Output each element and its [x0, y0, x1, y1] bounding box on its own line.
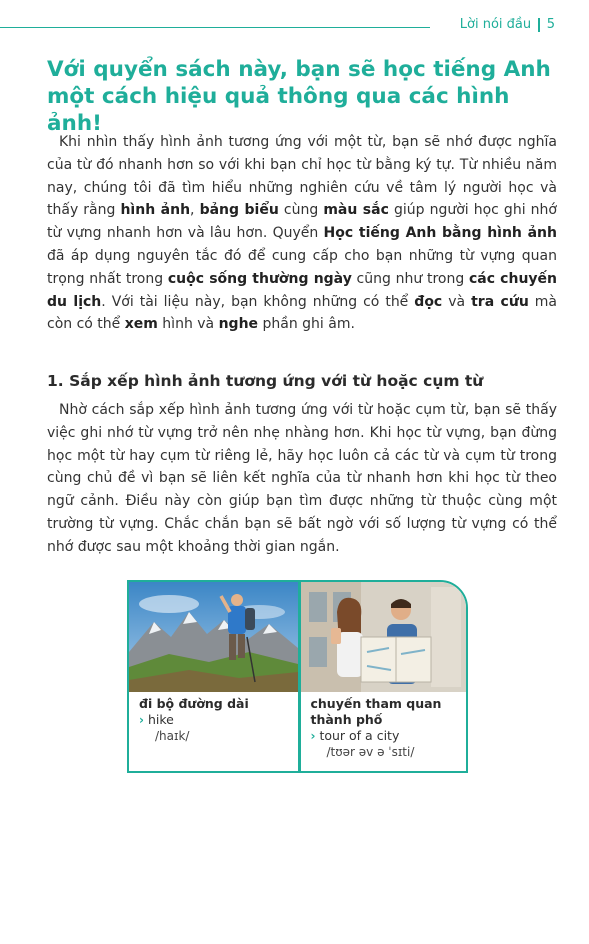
- intro-emphasis: hình ảnh: [120, 202, 191, 219]
- running-header: [460, 17, 555, 32]
- intro-emphasis: các chuyến du lịch: [47, 270, 558, 310]
- section-heading: 1. Sắp xếp hình ảnh tương ứng với từ hoặc cụm từ: [47, 372, 484, 390]
- vocab-english: hike: [147, 712, 174, 727]
- intro-text: Khi nhìn thấy hình ảnh tương ứng với một từ, bạn sẽ nhớ được nghĩa của từ đó nhanh hơn so với khi bạn chỉ học từ bằng ký tự. Từ nhiều năm nay, chúng tôi đã tìm hiểu những nghiên cứu về tâm lý người học và thấy rằng: [47, 134, 557, 219]
- example-vocab-card: [127, 580, 468, 773]
- vocab-ipa: /tʊər əv ə ˈsɪti/: [326, 745, 415, 759]
- section-name: Lời nói đầu: [459, 17, 532, 32]
- intro-text: hình và: [157, 316, 219, 333]
- intro-text: mà còn có thể: [47, 293, 557, 333]
- intro-emphasis: xem: [124, 316, 158, 333]
- vocab-ipa: /haɪk/: [155, 729, 190, 743]
- intro-text: và: [442, 293, 472, 310]
- header-rule: [0, 27, 430, 28]
- tourists-photo: [301, 582, 468, 692]
- vocab-caption-right: [301, 692, 468, 760]
- intro-emphasis: màu sắc: [323, 202, 389, 219]
- vocab-item-hike: [129, 582, 298, 771]
- intro-emphasis: Học tiếng Anh bằng hình ảnh: [323, 225, 557, 242]
- intro-emphasis: đọc: [414, 293, 443, 310]
- intro-text: phần ghi âm.: [258, 316, 355, 333]
- intro-text: cùng: [278, 202, 324, 219]
- vocab-english: tour of a city: [319, 728, 400, 743]
- page-title: Với quyển sách này, bạn sẽ học tiếng Anh một cách hiệu quả thông qua các hình ảnh!: [47, 57, 551, 136]
- intro-text: giúp người học ghi nhớ từ vựng nhanh hơn và lâu hơn. Quyển: [47, 202, 557, 242]
- intro-paragraph: [47, 131, 557, 336]
- intro-emphasis: tra cứu: [471, 293, 529, 310]
- vocab-vietnamese: chuyến tham quan thành phố: [310, 696, 442, 727]
- intro-emphasis: nghe: [218, 316, 259, 333]
- vocab-english-row: [139, 712, 298, 728]
- chevron-right-icon: ›: [310, 729, 316, 743]
- intro-text: đã áp dụng nguyên tắc đó để cung cấp cho bạn những từ vựng quan trọng nhất trong: [47, 247, 557, 287]
- intro-text: ,: [190, 202, 200, 219]
- header-separator: [538, 18, 540, 32]
- tourists-with-map-image: [301, 582, 468, 692]
- page-number: 5: [546, 17, 555, 32]
- mountain-hiker-image: [129, 582, 298, 692]
- vocab-caption-left: [129, 692, 298, 744]
- intro-emphasis: cuộc sống thường ngày: [167, 270, 352, 287]
- vocab-vietnamese: đi bộ đường dài: [139, 696, 249, 711]
- intro-text: . Với tài liệu này, bạn không những có thể: [101, 293, 415, 310]
- intro-text: cũng như trong: [351, 270, 469, 287]
- section-body: Nhờ cách sắp xếp hình ảnh tương ứng với từ hoặc cụm từ, bạn sẽ thấy việc ghi nhớ từ vựng trở nên nhẹ nhàng hơn. Khi học từ vựng, bạn đừng học một từ hay cụm từ riêng lẻ, hãy học luôn cả các từ và cụm từ trong cùng chủ đề vì bạn sẽ liên kết nghĩa của từ nhanh hơn khi học từ theo ngữ cảnh. Điều này còn giúp bạn tìm được những từ thuộc cùng một trường từ vựng. Chắc chắn bạn sẽ bất ngờ với số lượng từ vựng có thể nhớ được sau một khoảng thời gian ngắn.: [47, 402, 557, 555]
- vocab-english-row: [311, 728, 468, 744]
- chevron-right-icon: ›: [139, 713, 144, 727]
- hiker-photo: [129, 582, 298, 692]
- vocab-item-city-tour: [301, 582, 468, 771]
- intro-emphasis: bảng biểu: [199, 202, 279, 219]
